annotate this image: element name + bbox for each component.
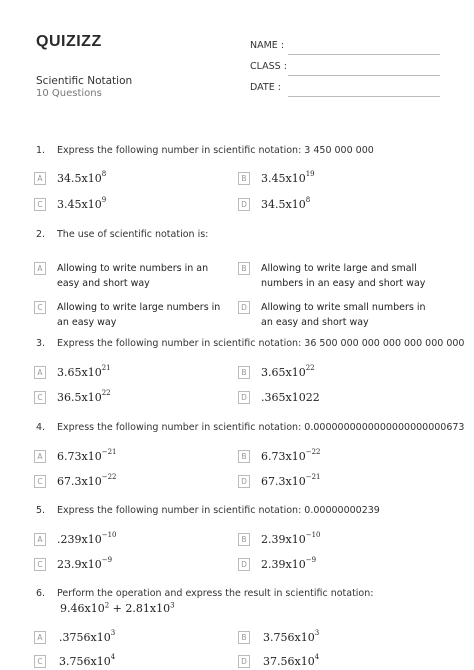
option-letter: A [34,533,46,546]
question-number: 2. [36,229,46,240]
option-value: Allowing to write small numbers in an easy and short way [261,302,426,328]
question-5 [36,505,446,571]
option-letter: C [34,198,46,211]
option-letter: A [34,450,46,463]
option-value: $.3756x10^3$ [59,629,116,644]
option-value: $34.5x10^8$ [261,196,311,211]
option-letter: D [238,655,250,668]
option-value: $2.39x10^{-10}$ [261,531,321,546]
option-value: $67.3x10^{-21}$ [261,473,321,488]
option-value: $3.45x10^{19}$ [261,170,315,185]
option-letter: B [238,450,250,463]
option-letter: B [238,172,250,185]
option-letter: C [34,475,46,488]
quizizz-logo: QUIZIZZ [36,33,102,50]
option-letter: C [34,391,46,404]
option-value: $2.39x10^{-9}$ [261,556,317,571]
date-field[interactable] [250,82,440,96]
question-3 [36,338,465,404]
option-letter: B [238,262,250,275]
option-value: .365x1022 [261,391,320,404]
question-text: Express the following number in scientific notation: 0.00000000239 [57,505,380,516]
option-letter: D [238,198,250,211]
question-text: Express the following number in scientific notation: 36 500 000 000 000 000 000 000 [57,338,465,349]
option-letter: C [34,558,46,571]
option-value: $3.65x10^{22}$ [261,364,315,379]
option-value: $67.3x10^{-22}$ [57,473,117,488]
option-value: Allowing to write large and small numbers in an easy and short way [261,263,426,289]
question-4 [36,422,465,488]
option-letter: C [34,301,46,314]
worksheet-subtitle: 10 Questions [36,88,102,99]
option-value: $36.5x10^{22}$ [57,389,111,404]
date-label: DATE : [250,82,281,93]
option-letter: C [34,655,46,668]
name-label: NAME : [250,40,285,51]
option-letter: A [34,631,46,644]
option-value: $6.73x10^{-22}$ [261,448,321,463]
question-text: The use of scientific notation is: [57,229,209,240]
option-value: $6.73x10^{-21}$ [57,448,117,463]
option-letter: D [238,558,250,571]
option-letter: A [34,366,46,379]
option-letter: D [238,301,250,314]
option-value: $.239x10^{-10}$ [57,531,117,546]
option-value: $3.65x10^{21}$ [57,364,111,379]
question-text: Express the following number in scientific notation: 0.0000000000000000000000673 [57,422,465,433]
option-value: $3.756x10^4$ [59,653,116,668]
class-field[interactable] [250,61,440,75]
question-1 [36,145,446,211]
class-label: CLASS : [250,61,287,72]
option-value: $3.45x10^9$ [57,196,107,211]
name-field[interactable] [250,40,440,54]
option-value: Allowing to write large numbers in an easy way [57,302,221,328]
option-value: $23.9x10^{-9}$ [57,556,113,571]
option-letter: D [238,475,250,488]
option-value: Allowing to write numbers in an easy and short way [57,263,209,289]
option-value: $37.56x10^4$ [263,653,320,668]
name-line [288,54,440,55]
option-letter: B [238,533,250,546]
date-line [288,96,440,97]
question-number: 4. [36,422,46,433]
question-6 [36,588,446,668]
option-value: $3.756x10^3$ [263,629,320,644]
question-number: 5. [36,505,46,516]
option-letter: B [238,631,250,644]
question-number: 3. [36,338,46,349]
question-2 [36,229,446,328]
option-letter: D [238,391,250,404]
question-text: Perform the operation and express the result in scientific notation: [57,588,374,599]
option-value: $34.5x10^8$ [57,170,107,185]
question-text: Express the following number in scientific notation: 3 450 000 000 [57,145,374,156]
option-letter: B [238,366,250,379]
question-expression: $9.46x10^2 + 2.81x10^3$ [60,601,175,615]
option-letter: A [34,172,46,185]
option-letter: A [34,262,46,275]
worksheet-title: Scientific Notation [36,75,133,87]
question-number: 6. [36,588,46,599]
class-line [288,75,440,76]
question-number: 1. [36,145,46,156]
